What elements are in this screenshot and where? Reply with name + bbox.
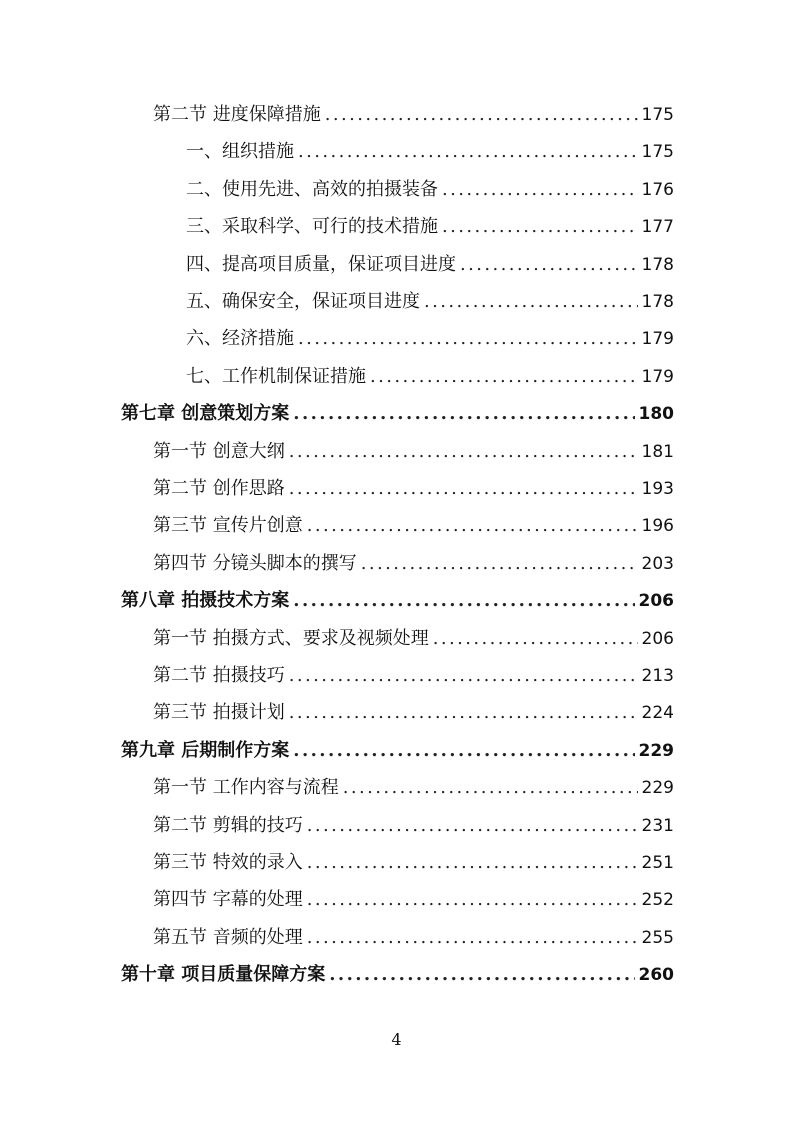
toc-entry-page: 178 — [641, 292, 674, 312]
toc-subsection-entry[interactable] — [186, 175, 674, 205]
toc-entry-title: 第二节 创作思路 — [153, 478, 285, 499]
toc-entry-page: 179 — [641, 329, 674, 350]
toc-entry-page: 206 — [641, 628, 674, 649]
dot-leader — [433, 624, 638, 654]
toc-subsection-entry[interactable] — [186, 287, 674, 317]
toc-chapter-entry[interactable] — [121, 399, 674, 429]
toc-section-entry[interactable] — [153, 848, 674, 878]
toc-entry-title: 第七章 创意策划方案 — [121, 403, 290, 425]
toc-subsection-entry[interactable] — [186, 250, 674, 280]
dot-leader — [298, 324, 638, 354]
toc-section-entry[interactable] — [153, 624, 674, 654]
toc-section-entry[interactable] — [153, 661, 674, 691]
toc-entry-title: 第八章 拍摄技术方案 — [121, 590, 290, 612]
toc-entry-page: 175 — [641, 142, 674, 163]
toc-entry-page: 229 — [638, 740, 674, 761]
dot-leader — [361, 549, 638, 579]
toc-entry-page: 196 — [641, 516, 674, 537]
dot-leader — [289, 474, 638, 504]
toc-entry-title: 一、组织措施 — [186, 141, 294, 163]
toc-entry-page: 181 — [641, 441, 674, 462]
dot-leader — [343, 773, 638, 803]
toc-section-entry[interactable] — [153, 698, 674, 728]
toc-section-entry[interactable] — [153, 474, 674, 504]
toc-chapter-entry[interactable] — [121, 736, 674, 766]
toc-subsection-entry[interactable] — [186, 362, 674, 392]
toc-entry-title: 第二节 拍摄技巧 — [153, 665, 285, 686]
toc-entry-page: 213 — [641, 666, 674, 686]
toc-entry-page: 251 — [641, 853, 674, 873]
dot-leader — [298, 137, 638, 167]
toc-entry-title: 第一节 创意大纲 — [153, 440, 285, 462]
toc-entry-title: 第九章 后期制作方案 — [121, 739, 290, 761]
dot-leader — [370, 362, 638, 392]
toc-chapter-entry[interactable] — [121, 960, 674, 990]
page-number: 4 — [391, 1030, 402, 1049]
toc-entry-title: 五、确保安全，保证项目进度 — [186, 291, 420, 312]
toc-subsection-entry[interactable] — [186, 212, 674, 242]
toc-section-entry[interactable] — [153, 100, 674, 130]
toc-entry-page: 252 — [641, 890, 674, 911]
toc-entry-page: 193 — [641, 479, 674, 499]
toc-entry-page: 206 — [638, 591, 674, 612]
toc-entry-page: 224 — [641, 703, 674, 724]
toc-section-entry[interactable] — [153, 773, 674, 803]
toc-entry-title: 第十章 项目质量保障方案 — [121, 964, 326, 986]
toc-section-entry[interactable] — [153, 549, 674, 579]
toc-entry-title: 四、提高项目质量，保证项目进度 — [186, 253, 456, 275]
toc-entry-title: 第一节 拍摄方式、要求及视频处理 — [153, 627, 429, 649]
dot-leader — [329, 960, 634, 990]
toc-entry-title: 第二节 剪辑的技巧 — [153, 814, 303, 836]
dot-leader — [460, 250, 638, 280]
dot-leader — [293, 586, 634, 616]
dot-leader — [307, 811, 638, 841]
toc-entry-page: 176 — [641, 179, 674, 200]
dot-leader — [325, 100, 638, 130]
toc-section-entry[interactable] — [153, 437, 674, 467]
toc-chapter-entry[interactable] — [121, 586, 674, 616]
dot-leader — [307, 848, 638, 878]
dot-leader — [289, 437, 638, 467]
toc-entry-title: 七、工作机制保证措施 — [186, 365, 366, 387]
toc-section-entry[interactable] — [153, 885, 674, 915]
toc-entry-title: 第四节 字幕的处理 — [153, 889, 303, 911]
toc-entry-page: 178 — [641, 254, 674, 275]
toc-entry-page: 177 — [641, 217, 674, 238]
toc-subsection-entry[interactable] — [186, 324, 674, 354]
toc-entry-title: 第三节 特效的录入 — [153, 852, 303, 873]
dot-leader — [293, 736, 634, 766]
toc-entry-page: 231 — [641, 815, 674, 836]
dot-leader — [289, 698, 638, 728]
toc-entry-title: 第三节 宣传片创意 — [153, 515, 303, 537]
toc-entry-title: 二、使用先进、高效的拍摄装备 — [186, 178, 438, 200]
toc-entry-title: 第二节 进度保障措施 — [153, 104, 321, 125]
toc-entry-page: 175 — [641, 105, 674, 125]
dot-leader — [307, 885, 638, 915]
toc-section-entry[interactable] — [153, 511, 674, 541]
toc-entry-title: 第四节 分镜头脚本的撰写 — [153, 552, 357, 574]
dot-leader — [442, 212, 638, 242]
toc-entry-page: 180 — [638, 404, 674, 425]
dot-leader — [289, 661, 638, 691]
dot-leader — [424, 287, 638, 317]
dot-leader — [442, 175, 638, 205]
toc-entry-page: 179 — [641, 366, 674, 387]
dot-leader — [307, 923, 638, 953]
toc-entry-page: 260 — [638, 965, 674, 986]
toc-entry-title: 三、采取科学、可行的技术措施 — [186, 216, 438, 238]
toc-subsection-entry[interactable] — [186, 137, 674, 167]
toc-entry-page: 229 — [641, 778, 674, 799]
dot-leader — [293, 399, 634, 429]
toc-entry-title: 第三节 拍摄计划 — [153, 702, 285, 724]
toc-section-entry[interactable] — [153, 923, 674, 953]
toc-entry-page: 255 — [641, 927, 674, 948]
dot-leader — [307, 511, 638, 541]
toc-section-entry[interactable] — [153, 811, 674, 841]
toc-entry-title: 六、经济措施 — [186, 328, 294, 350]
toc-entry-page: 203 — [641, 553, 674, 574]
toc-entry-title: 第一节 工作内容与流程 — [153, 777, 339, 799]
toc-entry-title: 第五节 音频的处理 — [153, 926, 303, 948]
